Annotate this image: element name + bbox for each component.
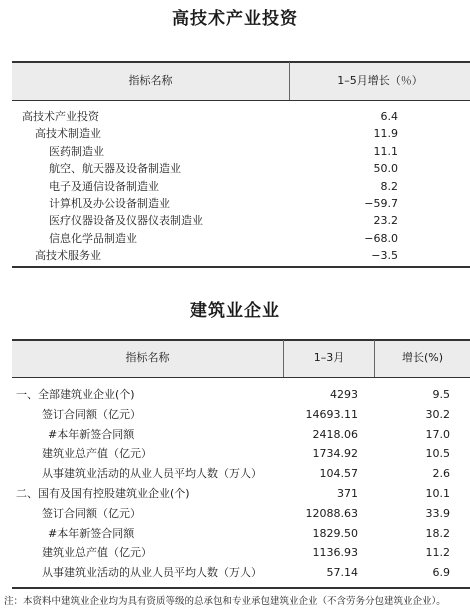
table1-top-rule: [12, 61, 470, 63]
table1-row-name: 信息化学品制造业: [49, 231, 137, 245]
table1-row-growth: 6.4: [380, 110, 398, 123]
table1-row-name: 医药制造业: [49, 144, 104, 158]
table1-col-name: 指标名称: [128, 74, 173, 87]
table1-title: 高技术产业投资: [172, 9, 298, 29]
table1-row-name: 医疗仪器设备及仪器仪表制造业: [49, 214, 203, 228]
table2-row-name: 建筑业总产值（亿元）: [42, 546, 152, 560]
table1-row-name: 航空、航天器及设备制造业: [49, 162, 181, 176]
table2-row-growth: 9.5: [432, 388, 450, 401]
table1-row-growth: 11.9: [373, 127, 398, 141]
table2-row-growth: 33.9: [425, 506, 450, 520]
table2-header-rule: [12, 377, 470, 378]
table1-row-growth: −3.5: [371, 249, 398, 263]
table2-row-value: 2418.06: [312, 427, 358, 441]
table2-row-growth: 30.2: [425, 407, 450, 421]
table1-row-name: 电子及通信设备制造业: [49, 179, 159, 193]
table1-row-name: 计算机及办公设备制造业: [49, 197, 170, 210]
table2-bottom-rule: [12, 587, 470, 589]
table2-row-growth: 10.5: [425, 447, 450, 461]
table2-top-rule: [12, 339, 470, 341]
table1-row-growth: 11.1: [373, 144, 398, 158]
table2-row-name: 从事建筑业活动的从业人员平均人数（万人）: [42, 566, 262, 580]
table1-col-growth: 1–5月增长（％）: [337, 74, 423, 87]
table1-header-rule: [12, 100, 470, 101]
table2-row-name: 签订合同额（亿元）: [42, 506, 141, 520]
table2-row-name: 一、全部建筑业企业(个): [16, 388, 135, 401]
table2-col-name: 指标名称: [125, 351, 170, 364]
table2-row-name: 二、国有及国有控股建筑业企业(个): [16, 487, 190, 500]
table2-row-value: 1734.92: [312, 447, 358, 461]
table2-title: 建筑业企业: [190, 301, 280, 321]
table2-row-name: 签订合同额（亿元）: [42, 407, 141, 421]
table1-row-name: 高技术产业投资: [22, 110, 99, 123]
table2-row-value: 4293: [330, 388, 358, 401]
table1-row-growth: 8.2: [380, 179, 398, 193]
table2-row-growth: 10.1: [425, 487, 450, 500]
table2-row-name: 从事建筑业活动的从业人员平均人数（万人）: [42, 467, 262, 481]
table2-row-value: 371: [337, 487, 358, 500]
table2-row-growth: 2.6: [432, 467, 450, 481]
table2-row-name: #本年新签合同额: [48, 427, 135, 441]
table1-row-growth: 23.2: [373, 214, 398, 228]
table2-row-growth: 18.2: [425, 526, 450, 540]
table2-row-value: 104.57: [319, 467, 358, 481]
table2-col-value: 1–3月: [313, 351, 345, 364]
table2-row-value: 1829.50: [312, 526, 358, 540]
table2-row-value: 1136.93: [312, 546, 358, 560]
table2-footnote: 注：本资料中建筑业企业均为具有资质等级的总承包和专业承包建筑业企业（不含劳务分包建筑业企业）。: [4, 596, 446, 607]
table2-row-name: #本年新签合同额: [48, 526, 135, 540]
table2-row-value: 14693.11: [305, 407, 358, 421]
table2-col-growth: 增长(%): [401, 351, 444, 364]
table2-row-growth: 6.9: [432, 566, 450, 580]
table1-row-name: 高技术制造业: [35, 127, 101, 141]
table2-row-value: 57.14: [326, 566, 358, 580]
table1-bottom-rule: [12, 266, 470, 268]
table1-row-growth: −68.0: [364, 231, 398, 245]
table2-row-name: 建筑业总产值（亿元）: [42, 447, 152, 461]
table1-row-name: 高技术服务业: [35, 249, 101, 263]
table2-row-growth: 11.2: [425, 546, 450, 560]
table2-row-value: 12088.63: [305, 506, 358, 520]
table1-row-growth: −59.7: [364, 197, 398, 210]
table2-row-growth: 17.0: [425, 427, 450, 441]
table1-row-growth: 50.0: [373, 162, 398, 176]
